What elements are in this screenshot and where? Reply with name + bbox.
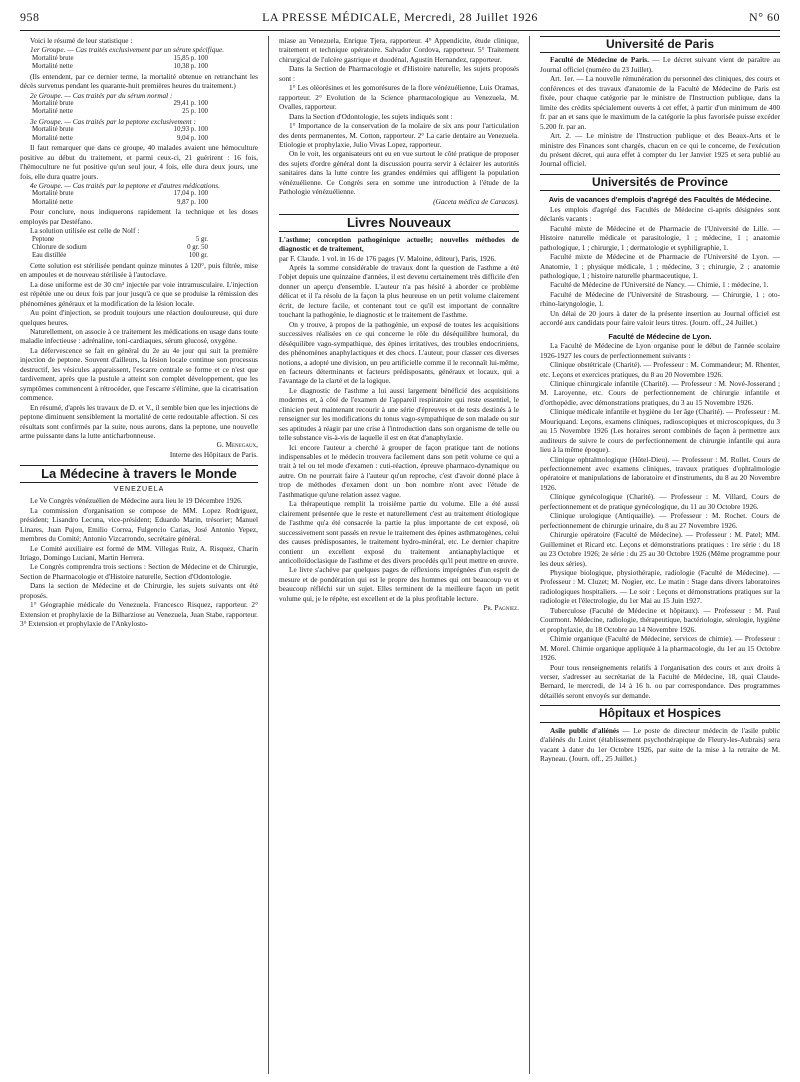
author-role: Interne des Hôpitaux de Paris. xyxy=(169,449,258,459)
stat-row xyxy=(20,126,258,134)
paragraph: miase au Venezuela, Enrique Tjera, rapporteur. 4° Appendicite, étude clinique, traitement et technique opératoire. Salvador Cordova, rapporteur. 5° Traitement chirurgical de l'ulcère gastrique et duodénal, Agustin Hernandez, rapporteur. xyxy=(279,36,519,64)
stat-value: 29,41 p. 100 xyxy=(173,100,208,108)
column-divider xyxy=(529,36,530,1074)
stat-value: 0 gr. 50 xyxy=(187,244,208,251)
paragraph: Les emplois d'agrégé des Facultés de Médecine ci-après désignées sont déclarés vacants : xyxy=(540,204,780,224)
paragraph: Voici le résumé de leur statistique : xyxy=(30,36,133,45)
paragraph: La défervescence se fait en général du 2e au 4e jour qui suit la première injection de peptone. Souvent d'ailleurs, la lésion locale continue son processus destructif, les vésicules apparaissent, l'escarre centrale se forme et ce n'est que tardivement, après que la pustule a atteint son complet développement, que les symptômes commencent à rétrocéder, que l'escarre s'élimine, que la cicatrisation commence. xyxy=(20,345,258,403)
stat-label: Mortalité nette xyxy=(32,108,73,116)
paragraph: La thérapeutique remplit la troisième partie du volume. Elle a été aussi clairement présentée que le reste et naturellement c'est au traitement étiologique de l'asthme qu'a été consacrée la partie la plus importante de cet exposé, où successivement sont passés en revue le traitement des épines asthmatogènes, celui des causes prédisposantes, le traitement hydro-minéral, etc. Le dernier chapitre contient un excellent exposé du traitement antianaphylactique et anticolloïdoclasique de l'asthme et des divers procédés qu'il peut mettre en œuvre. xyxy=(279,499,519,566)
paragraph: Dans la section de Médecine et de Chirurgie, les sujets suivants ont été proposés. xyxy=(20,581,258,600)
stat-row xyxy=(20,55,258,63)
stat-value: 100 gr. xyxy=(188,252,208,260)
paragraph: Le diagnostic de l'asthme a lui aussi largement bénéficié des acquisitions modernes et, à côté de l'examen de l'appareil respiratoire qui reste essentiel, le clinicien peut maintenant recourir à une série d'épreuves et de tests destinés à le renseigner sur les modifications du tonus vago-sympathique de son malade ou sur ses aptitudes à réagir par une crise à l'introduction dans son organisme de telle ou telle substance vis-à-vis de laquelle il est en état d'anaphylaxie. xyxy=(279,385,519,443)
group-title: 2e Groupe. — Cas traités par du sérum normal : xyxy=(30,90,173,100)
paragraph: Pour conclure, nous indiquerons rapidement la technique et les doses employés par Destéfano. xyxy=(20,207,258,226)
paragraph: Naturellement, on associe à ce traitement les médications en usage dans toute maladie infectieuse : adrénaline, toni-cardiaques, sérum glucosé, oxygène. xyxy=(20,326,258,346)
stat-label: Chlorure de sodium xyxy=(32,244,87,251)
group-title: 4e Groupe. — Cas traités par la peptone et d'autres médications. xyxy=(30,180,220,190)
column-divider xyxy=(268,36,269,1074)
subsection-title: VENEZUELA xyxy=(113,485,165,493)
paragraph: Clinique urologique (Antiquaille). — Professeur : M. Rochet. Cours de perfectionnement de chirurgie urinaire, du 8 au 27 Novembre 1926. xyxy=(540,511,780,530)
paragraph: Art. 1er. — La nouvelle rémunération du personnel des cliniques, des cours et conférences et des travaux d'anatomie de la Faculté de Médecine de Paris est fixée, pour chaque catégorie par le ministre de l'Instruction publique, dans la limite des crédits spécialement ouverts à cet effet, à partir d'un minimum de 400 fr. par an et sans que le maximum de la catégorie la plus favorisée puisse excéder 5.200 fr. par an. xyxy=(540,74,780,131)
stat-label: Mortalité brute xyxy=(32,100,74,108)
paragraph: Faculté mixte de Médecine et de Pharmacie de l'Université de Lille. — Histoire naturelle médicale et parasitologie, 1 ; médecine, 1 ; anatomie pathologique, 1 ; chirurgie, 1 ; dermatologie et syphiligraphie, 1. xyxy=(540,223,780,252)
stat-row xyxy=(20,244,258,252)
paragraph: Faculté mixte de Médecine et de Pharmacie de l'Université de Lyon. — Anatomie, 1 ; physique médicale, 1 ; médecine, 3 ; chirurgie, 2 ; anatomie pathologique, 1 ; histoire naturelle pharmaceutique, 1. xyxy=(540,252,780,280)
stat-row xyxy=(20,199,258,207)
column-3 xyxy=(540,36,780,1076)
paragraph: 1° Importance de la conservation de la molaire de six ans pour l'articulation des dents permanentes, M. Cotton, rapporteur. 2° La carie dentaire au Venezuela. Etiologie et prophylaxie, Julio Vivas Lopez, rapporteur. xyxy=(279,121,519,149)
paragraph: La solution utilisée est celle de Nolf : xyxy=(30,226,140,236)
paragraph: Clinique obstétricale (Charité). — Professeur : M. Commandeur; M. Rhenter, etc. Leçons et exercices pratiques, du 8 au 20 Novembre 1926. xyxy=(540,360,780,379)
paragraph: La commission d'organisation se compose de MM. Lopez Rodriguez, président; Lisandro Lecuna, vice-président; Eduardo Marin, trésorier; Manuel Linares, Juan Pujou, Emilio Correa, Fulgencio Carias, José Antonio Yepez, membres du Comité; Antonio Vizcarrondo, secrétaire général. xyxy=(20,505,258,544)
paragraph: Clinique ophtalmologique (Hôtel-Dieu). — Professeur : M. Rollet. Cours de perfectionnement avec examens cliniques, travaux pratiques d'ophtalmologie opératoire et manipulations de laboratoire et d'instruments, du 8 au 20 Novembre 1926. xyxy=(540,454,780,492)
journal-title: LA PRESSE MÉDICALE, Mercredi, 28 Juillet 1926 xyxy=(262,10,538,24)
stat-value: 17,04 p. 100 xyxy=(173,190,208,198)
paragraph: En résumé, d'après les travaux de D. et V., il semble bien que les injections de peptone diminuent sensiblement la mortalité de cette redoutable affection. Si ces résultats sont confirmés par la suite, nous aurons, dans la peptone, une nouvelle arme puissante dans la lutte anticharbonneuse. xyxy=(20,402,258,440)
paragraph: Au point d'injection, se produit toujours une réaction douloureuse, qui dure quelques heures. xyxy=(20,308,258,327)
stat-label: Mortalité brute xyxy=(32,190,74,198)
solution-table xyxy=(20,236,258,261)
paragraph: Chimie organique (Faculté de Médecine, services de chimie). — Professeur : M. Morel. Chimie organique appliquée à la pharmacologie, du 1er au 15 Octobre 1926. xyxy=(540,634,780,663)
book-title: L'asthme; conception pathogénique actuelle; nouvelles méthodes de diagnostic et de traitement, xyxy=(279,234,519,254)
stat-table xyxy=(20,126,258,143)
page-header xyxy=(20,8,780,31)
paragraph: Clinique médicale infantile et hygiène du 1er âge (Charité). — Professeur : M. Mouriquand. Leçons, examens cliniques, radioscopiques et microscopiques, du 3 au 15 Novembre 1926 (Les horaires seront combinés de façon à permettre aux auditeurs de suivre le cours de perfectionnement de chirurgie infantile qui aura lieu à la même époque). xyxy=(540,407,780,455)
stat-row xyxy=(20,108,258,116)
paragraph: Faculté de Médecine de l'Université de Strasbourg. — Chirurgie, 1 ; oto-rhino-laryngologie, 1. xyxy=(540,289,780,309)
stat-row xyxy=(20,190,258,198)
paragraph: Après la somme considérable de travaux dont la question de l'asthme a été l'objet depuis une quinzaine d'années, il est devenu certainement très difficile d'en donner un aperçu d'ensemble. L'auteur n'a pas hésité à aborder ce problème délicat et il l'a résolu de la façon la plus heureuse en un petit volume clairement écrit, de lecture facile, et contenant tout ce qu'il est important de connaître touchant la pathogénie, le diagnostic et le traitement de l'asthme. xyxy=(279,262,519,320)
stat-row xyxy=(20,252,258,260)
section-title: Université de Paris xyxy=(540,36,780,53)
paragraph: Tuberculose (Faculté de Médecine et hôpitaux). — Professeur : M. Paul Courmont. Médecine, radiologie, thérapeutique, bactériologie, sérologie, hygiène et prophylaxie, du 18 Octobre au 14 Novembre 1926. xyxy=(540,605,780,634)
group-title: 1er Groupe. — Cas traités exclusivement par un sérum spécifique. xyxy=(30,45,225,55)
paragraph: Le Comité auxiliaire est formé de MM. Villegas Ruiz, A. Risquez, Charin Itriago, Domingo Luciani, Martin Herrera. xyxy=(20,543,258,562)
paragraph: Clinique chirurgicale infantile (Charité). — Professeur : M. Nové-Josserand ; M. Laroyenne, etc. Cours de perfectionnement de chirurgie infantile et d'orthopédie, avec démonstrations pratiques, du 3 au 15 Novembre 1926. xyxy=(540,378,780,407)
paragraph: Le livre s'achève par quelques pages de réflexions imprégnées d'un esprit de mesure et de pondération qui est le propre des hommes qui ont beaucoup vu et beaucoup réfléchi sur un sujet. Elles terminent de la meilleure façon un petit volume qui, je le répète, est excellent et de la plus profitable lecture. xyxy=(279,565,519,603)
book-meta: par F. Claude. 1 vol. in 16 de 176 pages (V. Maloine, éditeur), Paris, 1926. xyxy=(279,253,496,263)
stat-table xyxy=(20,190,258,207)
stat-value: 25 p. 100 xyxy=(182,108,208,116)
group-title: 3e Groupe. — Cas traités par la peptone exclusivement : xyxy=(30,116,196,126)
paragraph: La dose uniforme est de 30 cm³ injectée par voie intramusculaire. L'injection est répétée une ou deux fois par jour jusqu'à ce que se produise la rémission des phénomènes généraux et la modification de la lésion locale. xyxy=(20,279,258,308)
section-title: Universités de Province xyxy=(540,174,780,191)
issue-number: N° 60 xyxy=(749,10,780,24)
paragraph: 1° Géographie médicale du Venezuela. Francesco Risquez, rapporteur. 2° Extension et prophylaxie de la Bilharziose au Venezuela, Juan Stabe, rapporteur. 3° Extension et prophylaxie de l'Ankylosto- xyxy=(20,600,258,629)
paragraph: Chirurgie opératoire (Faculté de Médecine). — Professeur : M. Patel; MM. Guilleminet et Ricard etc. Leçons et démonstrations pratiques : 1re série : du 18 au 23 Octobre 1926; 2e série : du 25 au 30 Octobre 1926 (Même programme pour les deux séries). xyxy=(540,530,780,568)
paragraph: Un délai de 20 jours à dater de la présente insertion au Journal officiel est accordé aux candidats pour faire valoir leurs titres. (Journ. off., 24 Juillet.) xyxy=(540,308,780,328)
paragraph: La Faculté de Médecine de Lyon organise pour le début de l'année scolaire 1926-1927 les cours de perfectionnement suivants : xyxy=(540,341,780,360)
paragraph xyxy=(540,726,780,764)
stat-label: Eau distillée xyxy=(32,252,67,260)
column-2 xyxy=(279,36,519,1076)
section-title: Hôpitaux et Hospices xyxy=(540,705,780,722)
reviewer-signature: Pr. Pagniez. xyxy=(483,603,519,613)
stat-label: Mortalité nette xyxy=(32,198,73,206)
stat-label: Mortalité nette xyxy=(32,134,73,142)
stat-row xyxy=(20,236,258,244)
stat-label: Peptone xyxy=(32,235,55,243)
stat-label: Mortalité brute xyxy=(32,126,74,134)
stat-value: 15,85 p. 100 xyxy=(173,54,208,62)
stat-table xyxy=(20,55,258,72)
stat-label: Mortalité nette xyxy=(32,63,73,71)
paragraph-heading: Asile public d'aliénés xyxy=(550,725,619,735)
stat-row xyxy=(20,100,258,108)
paragraph: Dans la Section de Pharmacologie et d'Histoire naturelle, les sujets proposés sont : xyxy=(279,64,519,83)
paragraph: Clinique gynécologique (Charité). — Professeur : M. Villard, Cours de perfectionnement et de pratique gynécologique, du 11 au 30 Octobre 1926. xyxy=(540,492,780,511)
stat-value: 10,93 p. 100 xyxy=(173,126,208,134)
paragraph: 1° Les oléorésines et les gomorésures de la flore vénézuélienne, Luis Oramas, rapporteur. 2° Evolution de la Science pharmacologique au Venezuela, M. Ovalles, rapporteur. xyxy=(279,83,519,112)
stat-value: 10,38 p. 100 xyxy=(173,63,208,71)
stat-table xyxy=(20,100,258,117)
page-number: 958 xyxy=(20,10,40,24)
section-title: Livres Nouveaux xyxy=(279,214,519,231)
stat-value: 9,87 p. 100 xyxy=(176,198,208,206)
source-citation: (Gaceta médica de Caracas). xyxy=(433,196,519,206)
paragraph-text: — Le poste de directeur médecin de l'asile public d'aliénés du Loiret (établissement psychothérapique de Fleury-les-Aubrais) sera vacant à dater du 1er Octobre 1926, par suite de la mise à la retraite de M. Rayneau. (Journ. off., 25 Juillet.) xyxy=(540,725,780,764)
paragraph: On y trouve, à propos de la pathogénie, un exposé de toutes les acquisitions successives réalisées en ce qui concerne le rôle du déséquilibre humoral, du déséquilibre vago-sympathique, des épines irritatives, des troubles endocriniens, des phénomènes anaphylactiques et des chocs. L'auteur, pour classer ces diverses notions, a adopté une division, un peu artificielle comme il le reconnaît lui-même, en facteurs déterminants et facteurs prédisposants, généraux et locaux, qui a l'avantage de la clarté et de la logique. xyxy=(279,319,519,386)
paragraph: Cette solution est stérilisée pendant quinze minutes à 120°, puis filtrée, mise en ampoules et de nouveau stérilisée à l'autoclave. xyxy=(20,260,258,280)
paragraph: Ici encore l'auteur a cherché à grouper de façon pratique tant de notions indispensables et le médecin trouvera facilement dans son petit volume ce qui a trait à tel ou tel mode d'examen : cuti-réaction, épreuve pharmaco-dynamique ou autre. On ne pourrait faire à l'auteur qu'un reproche, c'est d'avoir donné place à trop de méthodes d'examen dont un bon nombre n'ont avec l'étude de l'asthmatique qu'une relation assez vague. xyxy=(279,442,519,499)
paragraph: Le Congrès comprendra trois sections : Section de Médecine et de Chirurgie, Section de Pharmacologie et d'Histoire naturelle, Section d'Odontologie. xyxy=(20,562,258,581)
paragraph: Le Ve Congrès vénézuélien de Médecine aura lieu le 19 Décembre 1926. xyxy=(30,496,243,506)
stat-row xyxy=(20,135,258,143)
stat-label: Mortalité brute xyxy=(32,54,74,62)
author-signature: G. Menegaux, xyxy=(216,440,258,450)
column-1 xyxy=(20,36,258,1076)
paragraph: On le voit, les organisateurs ont eu en vue surtout le côté pratique de proposer des sujets d'ordre général dont la discussion pourra servir à éclairer les autorités sanitaires dans la lutte contre les grandes endémies qui affligent la population vénézuélienne. Ce Congrès sera en somme une introduction à l'étude de la Pathologie vénézuélienne. xyxy=(279,149,519,197)
paragraph-heading: Faculté de Médecine de Lyon. xyxy=(608,331,712,341)
stat-row xyxy=(20,63,258,71)
paragraph: Faculté de Médecine de l'Université de Nancy. — Chimie, 1 : médecine, 1. xyxy=(550,280,769,290)
paragraph: Faculté de Médecine de Paris. — Le décret suivant vient de paraître au Journal officiel (numéro du 23 Juillet). xyxy=(540,55,780,74)
stat-value: 9,04 p. 100 xyxy=(176,134,208,142)
paragraph-heading: Avis de vacances d'emplois d'agrégé des Facultés de Médecine. xyxy=(548,195,772,205)
paragraph: (Ils entendent, par ce dernier terme, la mortalité obtenue en retranchant les décès survenus pendant les quarante-huit premières heures du traitement.) xyxy=(20,71,258,91)
stat-value: 5 gr. xyxy=(195,235,208,243)
paragraph: Dans la Section d'Odontologie, les sujets indiqués sont : xyxy=(289,111,453,121)
paragraph-text: Le décret suivant vient de paraître au Journal officiel (numéro du 23 Juillet). xyxy=(540,55,780,74)
section-title: La Médecine à travers le Monde xyxy=(20,465,258,482)
paragraph: Physique biologique, physiothérapie, radiologie (Faculté de Médecine). — Professeur : M. Cluzet; M. Nogier, etc. Le matin : Stage dans divers laboratoires radiologiques hospitaliers. — Le soir : Leçons et démonstrations pratiques sur la radiologie et l'électrologie, du 1er Mai au 15 Juin 1927. xyxy=(540,568,780,606)
paragraph: Il faut remarquer que dans ce groupe, 40 malades avaient une hémoculture positive au début du traitement, et parmi ceux-ci, 21 guérirent : 16 fois, l'hémoculture ne fut positive qu'un seul jour, 4 fois, elle dura deux jours, une fois, elle dura quatre jours. xyxy=(20,143,258,181)
paragraph: Art. 2. — Le ministre de l'Instruction publique et des Beaux-Arts et le ministre des Finances sont chargés, chacun en ce qui le concerne, de l'exécution du présent décret, qui aura effet à compter du 1er Janvier 1925 et sera publié au Journal officiel. xyxy=(540,131,780,169)
paragraph: Pour tous renseignements relatifs à l'organisation des cours et aux droits à verser, s'adresser au secrétariat de la Faculté de Médecine, 18, quai Claude-Bernard, le mercredi, de 14 à 16 h. ou par correspondance. Des programmes détaillés seront envoyés sur demande. xyxy=(540,662,780,700)
paragraph-heading: Faculté de Médecine de Paris. xyxy=(550,55,649,65)
